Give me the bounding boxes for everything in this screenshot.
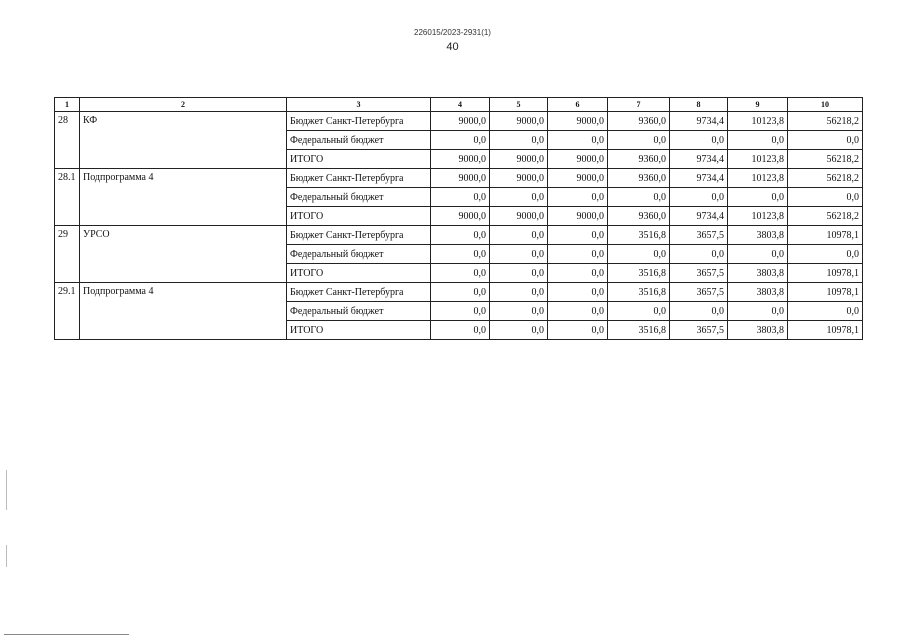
value-cell: 0,0: [788, 302, 863, 321]
funding-source: Федеральный бюджет: [287, 131, 431, 150]
value-cell: 0,0: [728, 131, 788, 150]
value-cell: 3516,8: [608, 264, 670, 283]
value-cell: 56218,2: [788, 169, 863, 188]
value-cell: 3803,8: [728, 226, 788, 245]
table-header-row: [55, 98, 863, 112]
value-cell: 9000,0: [490, 150, 548, 169]
value-cell: 3803,8: [728, 321, 788, 340]
row-number: 29.1: [55, 283, 80, 340]
value-cell: 10123,8: [728, 150, 788, 169]
value-cell: 56218,2: [788, 112, 863, 131]
funding-source: ИТОГО: [287, 321, 431, 340]
value-cell: 0,0: [431, 264, 490, 283]
value-cell: 0,0: [788, 131, 863, 150]
value-cell: 10123,8: [728, 112, 788, 131]
value-cell: 9734,4: [670, 169, 728, 188]
value-cell: 3516,8: [608, 283, 670, 302]
funding-source: Федеральный бюджет: [287, 302, 431, 321]
value-cell: 0,0: [788, 188, 863, 207]
value-cell: 0,0: [548, 321, 608, 340]
row-number: 29: [55, 226, 80, 283]
value-cell: 9000,0: [431, 150, 490, 169]
value-cell: 0,0: [728, 245, 788, 264]
value-cell: 3657,5: [670, 283, 728, 302]
item-name: Подпрограмма 4: [80, 169, 287, 226]
value-cell: 0,0: [490, 188, 548, 207]
value-cell: 0,0: [490, 321, 548, 340]
value-cell: 0,0: [548, 245, 608, 264]
scan-edge-mark: [6, 470, 7, 510]
budget-table: [54, 97, 863, 340]
value-cell: 0,0: [431, 283, 490, 302]
value-cell: 0,0: [728, 302, 788, 321]
table-row: [55, 169, 863, 188]
value-cell: 0,0: [670, 188, 728, 207]
value-cell: 0,0: [490, 264, 548, 283]
value-cell: 9000,0: [548, 112, 608, 131]
scan-edge-mark: [6, 545, 7, 567]
column-header: 4: [431, 98, 490, 112]
value-cell: 3657,5: [670, 264, 728, 283]
funding-source: Бюджет Санкт-Петербурга: [287, 283, 431, 302]
funding-source: Федеральный бюджет: [287, 245, 431, 264]
value-cell: 10978,1: [788, 264, 863, 283]
column-header: 9: [728, 98, 788, 112]
column-header: 2: [80, 98, 287, 112]
table-row: [55, 283, 863, 302]
value-cell: 0,0: [608, 188, 670, 207]
funding-source: Бюджет Санкт-Петербурга: [287, 226, 431, 245]
value-cell: 9734,4: [670, 150, 728, 169]
value-cell: 9734,4: [670, 112, 728, 131]
value-cell: 0,0: [490, 131, 548, 150]
value-cell: 9000,0: [548, 207, 608, 226]
column-header: 5: [490, 98, 548, 112]
column-header: 8: [670, 98, 728, 112]
value-cell: 9360,0: [608, 169, 670, 188]
value-cell: 10978,1: [788, 283, 863, 302]
value-cell: 9000,0: [490, 207, 548, 226]
value-cell: 9000,0: [431, 207, 490, 226]
column-header: 10: [788, 98, 863, 112]
funding-source: ИТОГО: [287, 264, 431, 283]
table-row: [55, 226, 863, 245]
funding-source: ИТОГО: [287, 207, 431, 226]
value-cell: 0,0: [670, 245, 728, 264]
value-cell: 0,0: [608, 245, 670, 264]
footer-rule: [4, 634, 129, 635]
value-cell: 9000,0: [548, 169, 608, 188]
value-cell: 0,0: [490, 302, 548, 321]
value-cell: 0,0: [431, 188, 490, 207]
value-cell: 10123,8: [728, 207, 788, 226]
value-cell: 0,0: [788, 245, 863, 264]
row-number: 28.1: [55, 169, 80, 226]
value-cell: 9000,0: [431, 112, 490, 131]
value-cell: 0,0: [608, 302, 670, 321]
value-cell: 9734,4: [670, 207, 728, 226]
value-cell: 3657,5: [670, 321, 728, 340]
value-cell: 9360,0: [608, 150, 670, 169]
value-cell: 3516,8: [608, 226, 670, 245]
row-number: 28: [55, 112, 80, 169]
value-cell: 0,0: [431, 226, 490, 245]
value-cell: 9360,0: [608, 112, 670, 131]
value-cell: 10978,1: [788, 226, 863, 245]
page-number: 40: [446, 41, 459, 53]
value-cell: 3803,8: [728, 283, 788, 302]
item-name: КФ: [80, 112, 287, 169]
value-cell: 0,0: [490, 283, 548, 302]
column-header: 7: [608, 98, 670, 112]
item-name: Подпрограмма 4: [80, 283, 287, 340]
funding-source: Бюджет Санкт-Петербурга: [287, 112, 431, 131]
value-cell: 0,0: [431, 131, 490, 150]
item-name: УРСО: [80, 226, 287, 283]
value-cell: 10123,8: [728, 169, 788, 188]
value-cell: 0,0: [431, 245, 490, 264]
value-cell: 9360,0: [608, 207, 670, 226]
value-cell: 10978,1: [788, 321, 863, 340]
value-cell: 0,0: [490, 245, 548, 264]
value-cell: 56218,2: [788, 150, 863, 169]
value-cell: 3803,8: [728, 264, 788, 283]
column-header: 6: [548, 98, 608, 112]
column-header: 3: [287, 98, 431, 112]
table-body: [55, 112, 863, 340]
value-cell: 0,0: [670, 302, 728, 321]
value-cell: 9000,0: [490, 169, 548, 188]
value-cell: 9000,0: [548, 150, 608, 169]
value-cell: 0,0: [548, 264, 608, 283]
funding-source: Бюджет Санкт-Петербурга: [287, 169, 431, 188]
value-cell: 0,0: [431, 302, 490, 321]
value-cell: 3657,5: [670, 226, 728, 245]
value-cell: 56218,2: [788, 207, 863, 226]
value-cell: 0,0: [548, 302, 608, 321]
table-row: [55, 112, 863, 131]
funding-source: ИТОГО: [287, 150, 431, 169]
value-cell: 0,0: [431, 321, 490, 340]
value-cell: 0,0: [670, 131, 728, 150]
column-header: 1: [55, 98, 80, 112]
value-cell: 9000,0: [431, 169, 490, 188]
funding-source: Федеральный бюджет: [287, 188, 431, 207]
value-cell: 0,0: [548, 226, 608, 245]
value-cell: 9000,0: [490, 112, 548, 131]
value-cell: 0,0: [548, 188, 608, 207]
value-cell: 3516,8: [608, 321, 670, 340]
value-cell: 0,0: [608, 131, 670, 150]
value-cell: 0,0: [548, 283, 608, 302]
value-cell: 0,0: [728, 188, 788, 207]
value-cell: 0,0: [548, 131, 608, 150]
document-id: 226015/2023-2931(1): [414, 28, 491, 37]
value-cell: 0,0: [490, 226, 548, 245]
